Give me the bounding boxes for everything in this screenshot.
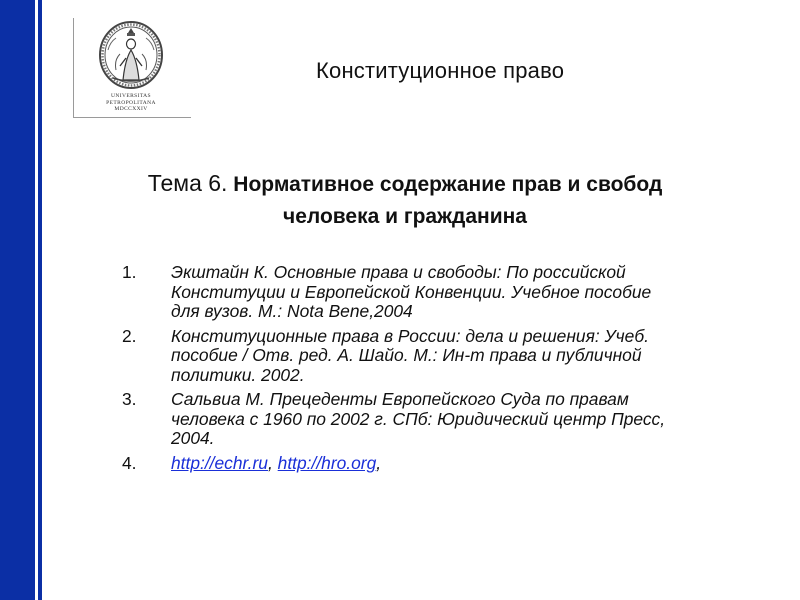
hro-link[interactable]: http://hro.org	[277, 452, 377, 473]
logo-frame-horizontal-line	[73, 117, 191, 118]
trailing-comma: ,	[376, 452, 382, 473]
reference-item	[122, 454, 682, 474]
left-accent-stripe	[35, 0, 38, 600]
echr-link[interactable]: http://echr.ru	[171, 452, 268, 473]
topic-label: Тема 6.	[147, 170, 228, 196]
logo-caption-line-3: MDCCXXIV	[114, 106, 148, 112]
reference-item	[122, 263, 682, 322]
course-title: Конституционное право	[316, 58, 565, 83]
link-separator: ,	[267, 452, 278, 473]
reference-text: Экштайн К. Основные права и свободы: По российской Конституции и Европейской Конвенции. Учебное пособие для вузов. М.: Nota Bene,2004	[171, 262, 652, 321]
reference-number: 1.	[122, 262, 137, 282]
logo-caption-line-1: UNIVERSITAS	[110, 93, 152, 99]
seal-emblem-icon	[96, 20, 166, 92]
reference-number: 3.	[122, 389, 137, 409]
reference-item	[122, 390, 682, 449]
reference-number: 4.	[122, 452, 137, 473]
reference-list	[122, 263, 682, 478]
university-seal-logo	[96, 20, 166, 116]
topic-heading	[110, 167, 700, 233]
logo-frame-vertical-line	[73, 18, 74, 118]
reference-text: Конституционные права в России: дела и решения: Учеб. пособие / Отв. ред. А. Шайо. М.: Ин-т права и публичной политики. 2002.	[171, 325, 649, 385]
reference-item	[122, 327, 682, 386]
logo-caption-line-2: PETROPOLITANA	[106, 99, 156, 106]
topic-title: Нормативное содержание прав и свобод человека и гражданина	[233, 173, 663, 228]
reference-text: Сальвиа М. Прецеденты Европейского Суда по правам человека с 1960 по 2002 г. СПб: Юридический центр Пресс, 2004.	[171, 389, 666, 448]
reference-number: 2.	[122, 325, 137, 346]
